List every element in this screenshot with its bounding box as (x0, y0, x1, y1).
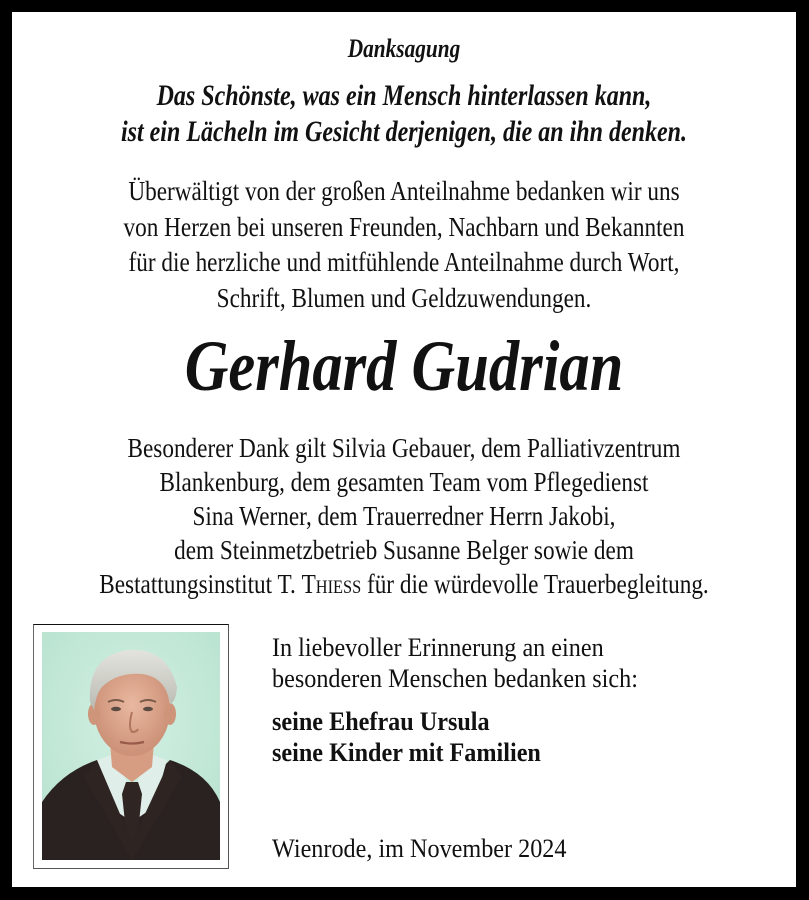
remembrance-line: In liebevoller Erinnerung an einen (272, 633, 604, 662)
special-thanks-line: dem Steinmetzbetrieb Susanne Belger sowie dem (174, 535, 634, 565)
remembrance-line: besonderen Menschen bedanken sich: (272, 664, 638, 693)
quote-line: ist ein Lächeln im Gesicht derjenigen, die an ihn denken. (120, 115, 688, 148)
special-thanks-line: Besonderer Dank gilt Silvia Gebauer, dem Palliativzentrum (127, 433, 681, 463)
obituary-card (12, 12, 796, 887)
remembrance-block (272, 632, 665, 768)
text-part: Bestattungsinstitut T. (99, 569, 302, 599)
signer: seine Kinder mit Familien (272, 738, 541, 767)
thanks-line: Überwältigt von der großen Anteilnahme bedanken wir uns (128, 176, 680, 206)
quote-line: Das Schönste, was ein Mensch hinterlassen kann, (156, 79, 652, 112)
portrait-photo (42, 632, 220, 860)
special-thanks-line (67, 567, 741, 601)
thanks-line: von Herzen bei unseren Freunden, Nachbarn und Bekannten (123, 211, 685, 242)
signers (272, 706, 638, 768)
special-thanks-paragraph (67, 431, 741, 601)
special-thanks-line: Blankenburg, dem gesamten Team vom Pflegedienst (159, 467, 649, 497)
signer: seine Ehefrau Ursula (272, 707, 490, 736)
special-thanks-line: Sina Werner, dem Trauerredner Herrn Jakobi, (192, 501, 616, 531)
memorial-quote (90, 78, 717, 150)
place-date: Wienrode, im November 2024 (272, 834, 567, 863)
remembrance-text (272, 632, 638, 694)
heading: Danksagung (347, 34, 461, 63)
thanks-paragraph (67, 174, 741, 316)
portrait-frame (33, 624, 229, 869)
thanks-line: Schrift, Blumen und Geldzuwendungen. (216, 282, 592, 313)
deceased-name: Gerhard Gudrian (184, 326, 624, 406)
funeral-home-name: Thieß (301, 569, 362, 599)
text-part: für die würdevolle Trauerbegleitung. (361, 569, 709, 599)
portrait-illustration (42, 632, 220, 860)
thanks-line: für die herzliche und mitfühlende Anteilnahme durch Wort, (128, 247, 680, 277)
